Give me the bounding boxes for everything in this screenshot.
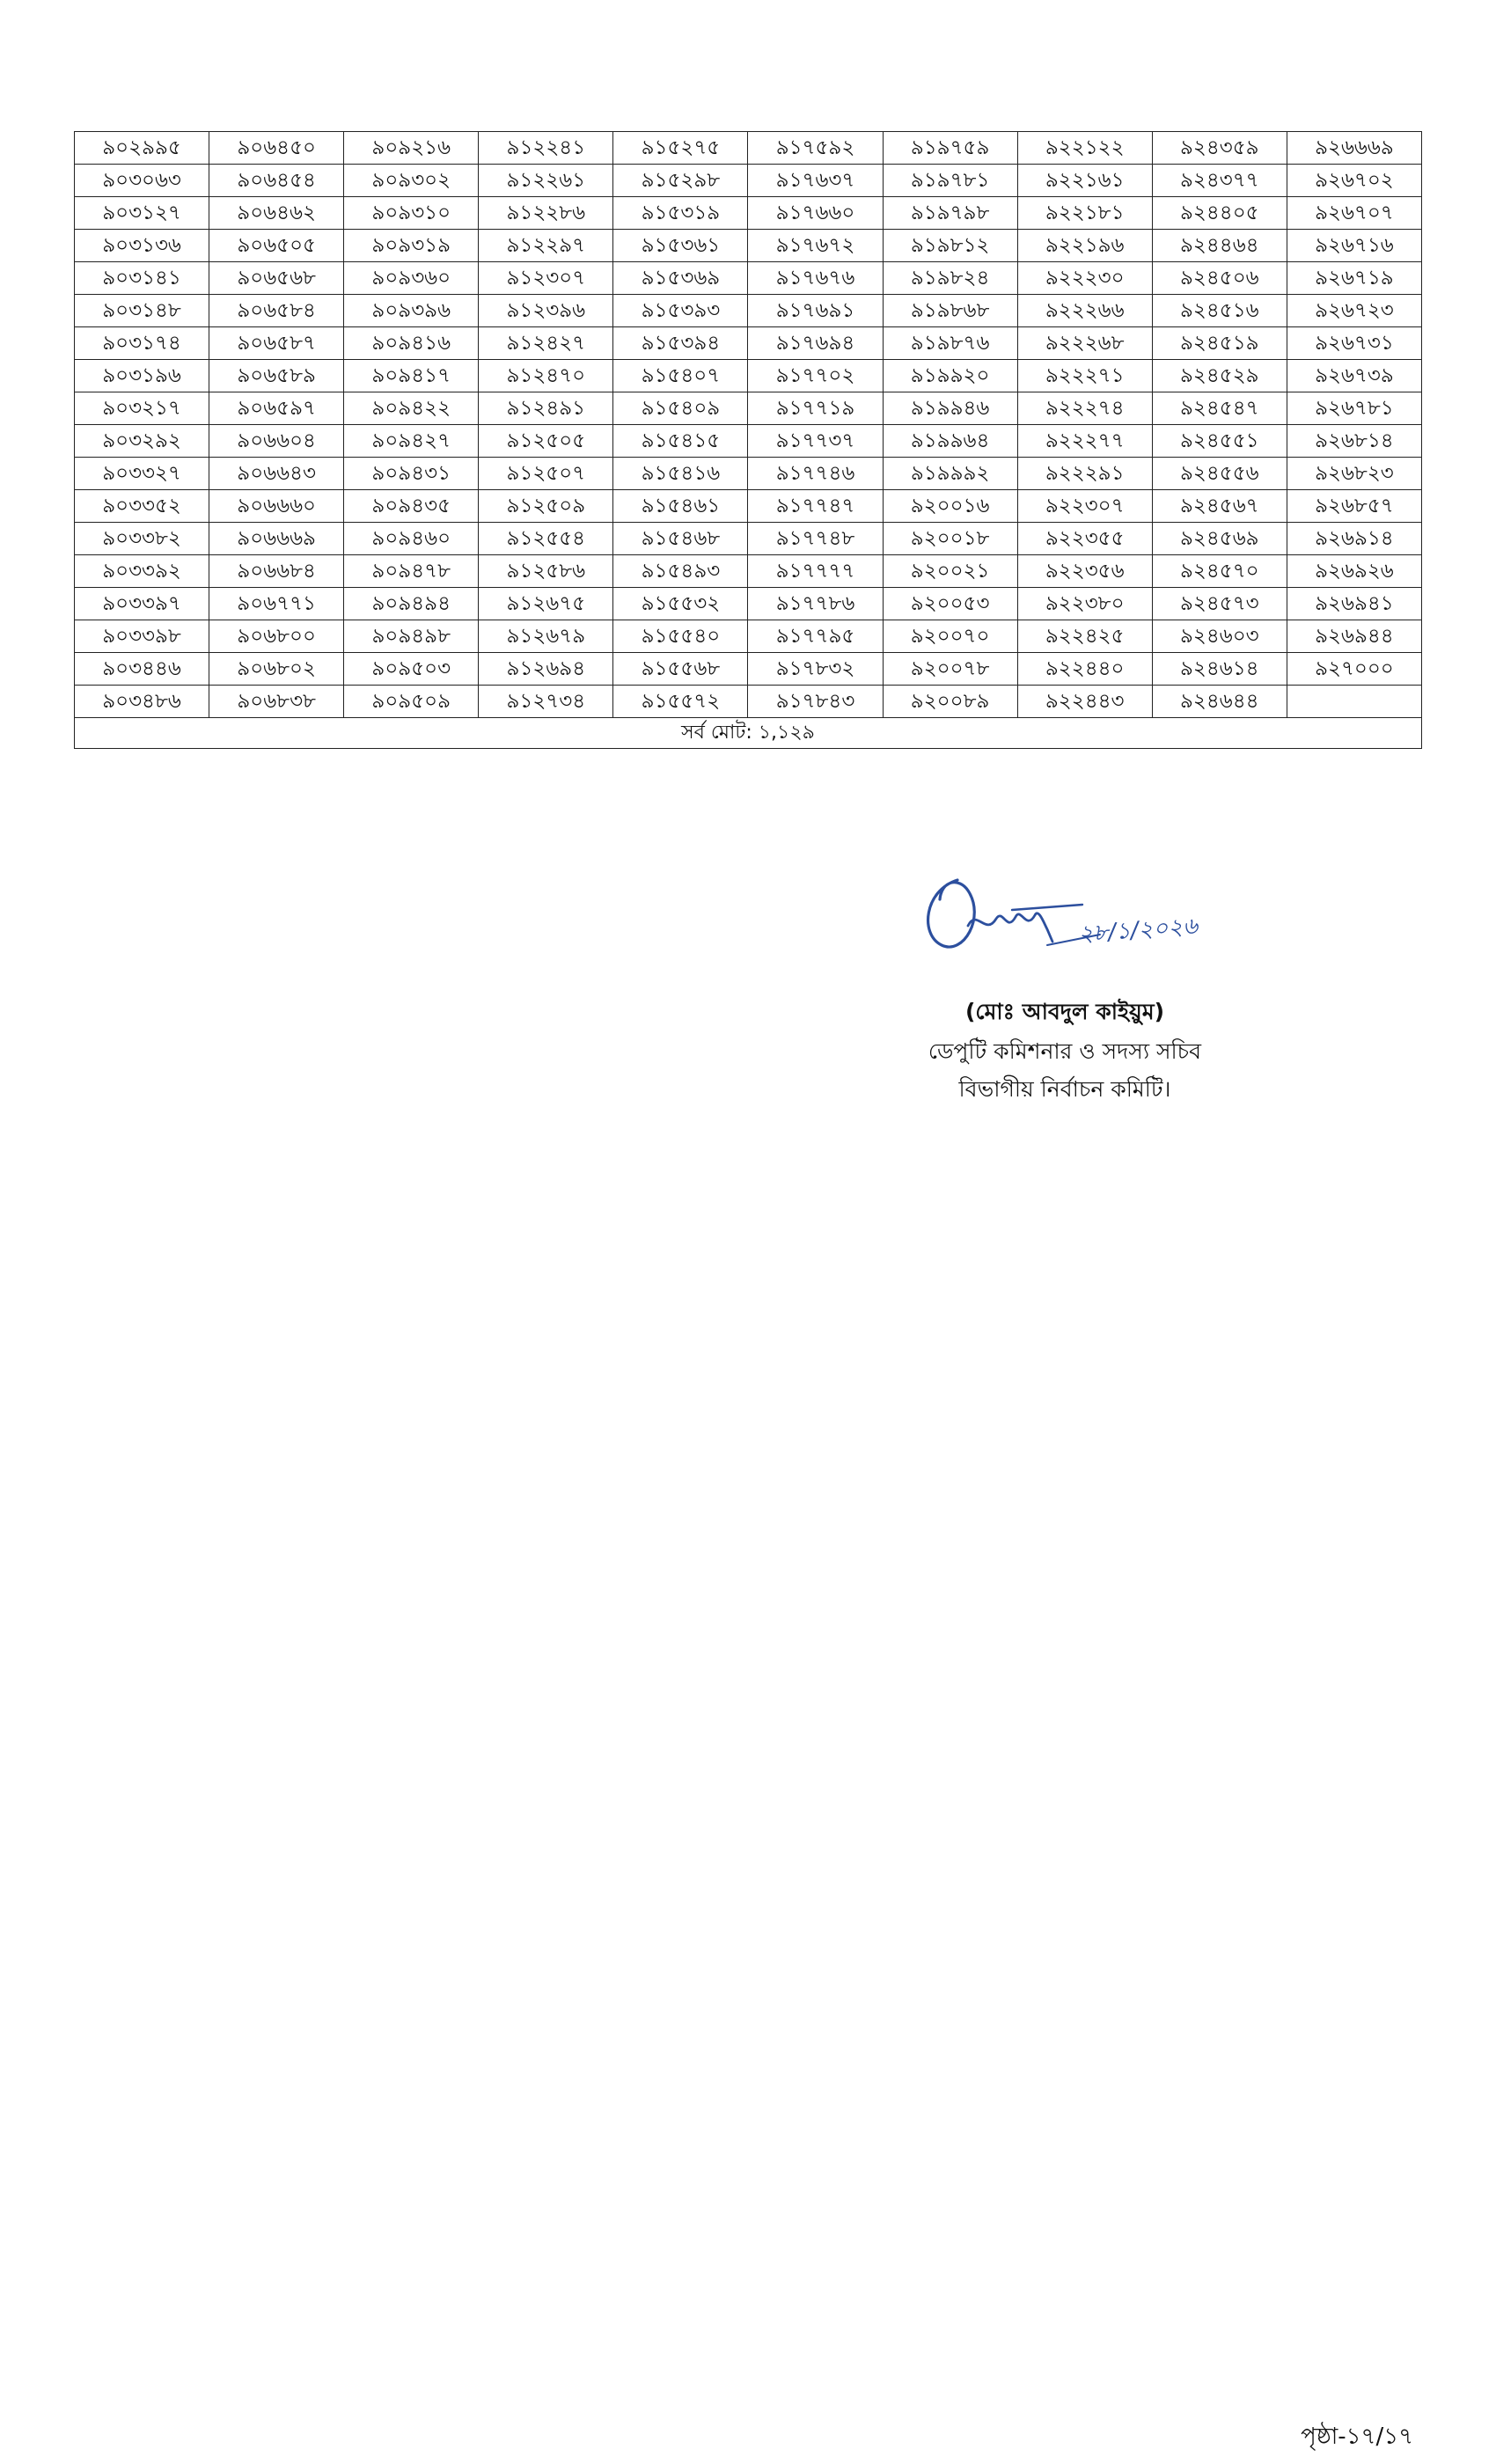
roll-number-cell: ৯২৬৮১৪ xyxy=(1287,425,1421,458)
roll-number-cell: ৯১২৫০৫ xyxy=(479,425,613,458)
roll-number-cell: ৯১৯৭৮১ xyxy=(883,165,1017,197)
roll-number-cell: ৯০৬৫৮৪ xyxy=(209,295,344,327)
roll-number-cell: ৯১২৪৯১ xyxy=(479,392,613,425)
roll-number-cell: ৯২৬৭৩৯ xyxy=(1287,360,1421,392)
roll-number-cell: ৯১৫৩৬৯ xyxy=(613,262,748,295)
total-row xyxy=(75,718,1422,749)
roll-number-cell: ৯০৯৪১৭ xyxy=(344,360,479,392)
roll-number-cell: ৯১৫৪৯৩ xyxy=(613,555,748,588)
roll-number-cell: ৯০৩৪৮৬ xyxy=(75,686,209,718)
roll-number-cell: ৯২২১৬১ xyxy=(1017,165,1152,197)
roll-number-cell: ৯০৯৩১৯ xyxy=(344,230,479,262)
roll-number-cell: ৯২৬৭৩১ xyxy=(1287,327,1421,360)
roll-number-cell: ৯২০০২১ xyxy=(883,555,1017,588)
roll-number-cell: ৯১৭৭৮৬ xyxy=(748,588,883,620)
roll-number-cell: ৯০৯৪৬০ xyxy=(344,523,479,555)
roll-number-cell: ৯২২৩৫৫ xyxy=(1017,523,1152,555)
roll-number-cell: ৯২৪৬০৩ xyxy=(1152,620,1287,653)
roll-number-cell: ৯২২২৭৪ xyxy=(1017,392,1152,425)
roll-number-cell: ৯০৬৫৬৮ xyxy=(209,262,344,295)
roll-number-cell: ৯১৫৪৬১ xyxy=(613,490,748,523)
roll-number-cell: ৯২৪৫২৯ xyxy=(1152,360,1287,392)
roll-number-cell: ৯২৪৫০৬ xyxy=(1152,262,1287,295)
roll-number-cell: ৯০৯৫০৩ xyxy=(344,653,479,686)
roll-number-cell: ৯১২৬৭৯ xyxy=(479,620,613,653)
roll-number-cell: ৯২২২৬৬ xyxy=(1017,295,1152,327)
roll-number-cell: ৯১৫৩১৯ xyxy=(613,197,748,230)
roll-number-cell: ৯২০০৫৩ xyxy=(883,588,1017,620)
roll-number-cell: ৯২২১৯৬ xyxy=(1017,230,1152,262)
roll-number-cell: ৯০৬৫৯৭ xyxy=(209,392,344,425)
roll-number-cell: ৯১৯৭৯৮ xyxy=(883,197,1017,230)
table-row xyxy=(75,425,1422,458)
roll-number-cell: ৯১২২৪১ xyxy=(479,132,613,165)
table-row xyxy=(75,523,1422,555)
roll-number-cell: ৯১৫৪৬৮ xyxy=(613,523,748,555)
roll-number-cell: ৯১৫৩৬১ xyxy=(613,230,748,262)
roll-number-cell: ৯২৬৬৬৯ xyxy=(1287,132,1421,165)
roll-number-cell: ৯২৪৫৭০ xyxy=(1152,555,1287,588)
roll-number-cell: ৯২৬৯১৪ xyxy=(1287,523,1421,555)
roll-number-cell: ৯০৯৪৭৮ xyxy=(344,555,479,588)
roll-number-cell: ৯০৩৩৯৮ xyxy=(75,620,209,653)
roll-number-cell: ৯১৫৪১৫ xyxy=(613,425,748,458)
roll-number-cell: ৯১৫৩৯৩ xyxy=(613,295,748,327)
roll-number-cell: ৯১২২৬১ xyxy=(479,165,613,197)
roll-number-cell: ৯১২৩০৭ xyxy=(479,262,613,295)
roll-number-cell: ৯০৯৩৯৬ xyxy=(344,295,479,327)
roll-number-table xyxy=(74,131,1422,749)
roll-number-cell: ৯১৭৮৪৩ xyxy=(748,686,883,718)
roll-number-cell: ৯২২৪২৫ xyxy=(1017,620,1152,653)
roll-number-cell: ৯১২৪২৭ xyxy=(479,327,613,360)
roll-number-cell: ৯০৯২১৬ xyxy=(344,132,479,165)
grand-total: সর্ব মোট: ১,১২৯ xyxy=(75,718,1422,749)
signer-name: (মোঃ আবদুল কাইয়ুম) xyxy=(964,999,1165,1024)
roll-number-cell: ৯২২১২২ xyxy=(1017,132,1152,165)
roll-number-cell: ৯০৯৪৩১ xyxy=(344,458,479,490)
roll-number-cell: ৯২৪৩৭৭ xyxy=(1152,165,1287,197)
roll-number-cell: ৯১৫৫৭২ xyxy=(613,686,748,718)
roll-number-cell: ৯১৯৮২৪ xyxy=(883,262,1017,295)
page-number: পৃষ্ঠা-১৭/১৭ xyxy=(1301,2424,1413,2450)
roll-number-cell: ৯০৬৮০২ xyxy=(209,653,344,686)
roll-number-cell: ৯০৯৪২২ xyxy=(344,392,479,425)
table-row xyxy=(75,392,1422,425)
table-row xyxy=(75,197,1422,230)
roll-number-cell: ৯২৪৫৬৭ xyxy=(1152,490,1287,523)
roll-number-cell: ৯১৭৭৪৭ xyxy=(748,490,883,523)
roll-number-cell: ৯১৫২৯৮ xyxy=(613,165,748,197)
roll-number-cell: ৯১২২৮৬ xyxy=(479,197,613,230)
roll-number-cell: ৯১৯৭৫৯ xyxy=(883,132,1017,165)
roll-number-cell: ৯২২৩৫৬ xyxy=(1017,555,1152,588)
roll-number-cell: ৯২৪৩৫৯ xyxy=(1152,132,1287,165)
roll-number-cell: ৯১৭৫৯২ xyxy=(748,132,883,165)
roll-number-cell: ৯০৬৪৫৪ xyxy=(209,165,344,197)
roll-number-cell: ৯১৫৫৪০ xyxy=(613,620,748,653)
roll-number-cell: ৯০৩১২৭ xyxy=(75,197,209,230)
table-row xyxy=(75,295,1422,327)
roll-number-cell: ৯১৭৭৪৬ xyxy=(748,458,883,490)
roll-number-cell: ৯২৪৫১৯ xyxy=(1152,327,1287,360)
roll-number-cell: ৯২৬৭১৬ xyxy=(1287,230,1421,262)
table-row xyxy=(75,165,1422,197)
roll-number-cell: ৯২৬৮২৩ xyxy=(1287,458,1421,490)
roll-number-cell: ৯১৯৯৯২ xyxy=(883,458,1017,490)
roll-number-cell: ৯১২৫০৯ xyxy=(479,490,613,523)
roll-number-cell: ৯২২৪৪০ xyxy=(1017,653,1152,686)
roll-number-cell: ৯১৫২৭৫ xyxy=(613,132,748,165)
roll-number-cell: ৯০৩২৯২ xyxy=(75,425,209,458)
roll-number-cell: ৯১৯৯২০ xyxy=(883,360,1017,392)
table-row xyxy=(75,588,1422,620)
table-row xyxy=(75,262,1422,295)
signer-committee: বিভাগীয় নির্বাচন কমিটি। xyxy=(958,1076,1171,1102)
table-row xyxy=(75,230,1422,262)
roll-number-cell: ৯১২৫৮৬ xyxy=(479,555,613,588)
roll-number-cell: ৯১২২৯৭ xyxy=(479,230,613,262)
roll-number-cell: ৯০৩১৯৬ xyxy=(75,360,209,392)
roll-number-cell: ৯১৯৮৭৬ xyxy=(883,327,1017,360)
table-row xyxy=(75,132,1422,165)
roll-number-cell: ৯২৬৭০৭ xyxy=(1287,197,1421,230)
roll-number-cell: ৯০৩২১৭ xyxy=(75,392,209,425)
roll-number-cell: ৯১৫৫৩২ xyxy=(613,588,748,620)
roll-number-cell: ৯১৫৫৬৮ xyxy=(613,653,748,686)
roll-number-cell: ৯০৬৫৮৯ xyxy=(209,360,344,392)
roll-number-cell: ৯১৭৬৭২ xyxy=(748,230,883,262)
roll-number-cell: ৯২২৪৪৩ xyxy=(1017,686,1152,718)
roll-number-cell: ৯২০০৮৯ xyxy=(883,686,1017,718)
roll-number-cell: ৯০৩১৪৮ xyxy=(75,295,209,327)
roll-number-cell: ৯২৬৯৪১ xyxy=(1287,588,1421,620)
roll-number-cell: ৯১৫৪০৭ xyxy=(613,360,748,392)
roll-number-cell: ৯০৬৮০০ xyxy=(209,620,344,653)
roll-number-cell: ৯১২৩৯৬ xyxy=(479,295,613,327)
roll-number-cell: ৯১২৫০৭ xyxy=(479,458,613,490)
roll-number-cell: ৯০৯৩১০ xyxy=(344,197,479,230)
roll-number-cell: ৯১৯৮১২ xyxy=(883,230,1017,262)
roll-number-cell: ৯০৯৪৩৫ xyxy=(344,490,479,523)
roll-number-cell: ৯২৪৬৪৪ xyxy=(1152,686,1287,718)
roll-number-cell: ৯০৯৪৯৪ xyxy=(344,588,479,620)
roll-number-cell: ৯২২২৭১ xyxy=(1017,360,1152,392)
roll-number-cell: ৯২০০৭০ xyxy=(883,620,1017,653)
roll-number-cell: ৯০৬৬৬০ xyxy=(209,490,344,523)
table-row xyxy=(75,620,1422,653)
roll-number-cell: ৯০৯৩০২ xyxy=(344,165,479,197)
roll-number-cell: ৯১৯৯৬৪ xyxy=(883,425,1017,458)
roll-number-cell: ৯০৬৪৬২ xyxy=(209,197,344,230)
roll-number-cell: ৯১৭৭৭৭ xyxy=(748,555,883,588)
roll-number-cell: ৯২৬৮৫৭ xyxy=(1287,490,1421,523)
signature-date: ২৮/১/২০২৬ xyxy=(1077,913,1199,948)
roll-number-cell: ৯১২৫৫৪ xyxy=(479,523,613,555)
roll-number-cell: ৯০৩৩৮২ xyxy=(75,523,209,555)
roll-number-cell: ৯২০০৭৮ xyxy=(883,653,1017,686)
table-row xyxy=(75,490,1422,523)
roll-number-cell: ৯১৭৭৪৮ xyxy=(748,523,883,555)
roll-number-cell: ৯১২৬৭৫ xyxy=(479,588,613,620)
roll-number-cell: ৯২৪৫৫১ xyxy=(1152,425,1287,458)
table-row xyxy=(75,458,1422,490)
roll-number-cell: ৯০৬৬৪৩ xyxy=(209,458,344,490)
table-row xyxy=(75,686,1422,718)
roll-number-cell: ৯১৭৬৯১ xyxy=(748,295,883,327)
roll-number-cell: ৯১৭৬৭৬ xyxy=(748,262,883,295)
roll-number-cell: ৯০৯৪৯৮ xyxy=(344,620,479,653)
roll-number-cell: ৯২২১৮১ xyxy=(1017,197,1152,230)
roll-number-cell: ৯১৫৩৯৪ xyxy=(613,327,748,360)
roll-number-cell: ৯২৪৫৭৩ xyxy=(1152,588,1287,620)
roll-number-cell: ৯১৭৭০২ xyxy=(748,360,883,392)
roll-number-cell: ৯১২৭৩৪ xyxy=(479,686,613,718)
roll-number-cell: ৯২২২৬৮ xyxy=(1017,327,1152,360)
roll-number-cell: ৯০৬৬৮৪ xyxy=(209,555,344,588)
roll-number-cell xyxy=(1287,686,1421,718)
roll-number-cell: ৯০৬৭৭১ xyxy=(209,588,344,620)
roll-number-cell: ৯০৬৫০৫ xyxy=(209,230,344,262)
roll-number-cell: ৯২৪৫৪৭ xyxy=(1152,392,1287,425)
roll-number-cell: ৯২৪৪০৫ xyxy=(1152,197,1287,230)
table-row xyxy=(75,327,1422,360)
roll-number-cell: ৯০৬৫৮৭ xyxy=(209,327,344,360)
roll-number-cell: ৯০৯৩৬০ xyxy=(344,262,479,295)
roll-number-cell: ৯০৯৪২৭ xyxy=(344,425,479,458)
roll-number-cell: ৯২০০১৬ xyxy=(883,490,1017,523)
roll-number-cell: ৯২৬৭০২ xyxy=(1287,165,1421,197)
roll-number-cell: ৯০৩১৭৪ xyxy=(75,327,209,360)
signer-designation: ডেপুটি কমিশনার ও সদস্য সচিব xyxy=(928,1038,1202,1064)
roll-number-cell: ৯১৭৬৩৭ xyxy=(748,165,883,197)
roll-number-cell: ৯১৭৭১৯ xyxy=(748,392,883,425)
roll-number-cell: ৯২৬৯৪৪ xyxy=(1287,620,1421,653)
roll-number-cell: ৯১৫৪০৯ xyxy=(613,392,748,425)
roll-number-cell: ৯১৭৮৩২ xyxy=(748,653,883,686)
roll-number-cell: ৯০২৯৯৫ xyxy=(75,132,209,165)
table-row xyxy=(75,653,1422,686)
signature-image xyxy=(915,864,1232,970)
roll-number-cell: ৯০৬৬০৪ xyxy=(209,425,344,458)
roll-number-cell: ৯২২২৭৭ xyxy=(1017,425,1152,458)
roll-number-cell: ৯১৭৭৩৭ xyxy=(748,425,883,458)
roll-number-cell: ৯২৪৬১৪ xyxy=(1152,653,1287,686)
table-row xyxy=(75,360,1422,392)
roll-number-cell: ৯২৪৪৬৪ xyxy=(1152,230,1287,262)
roll-number-cell: ৯২০০১৮ xyxy=(883,523,1017,555)
roll-number-cell: ৯২৬৭২৩ xyxy=(1287,295,1421,327)
roll-number-cell: ৯১৯৯৪৬ xyxy=(883,392,1017,425)
roll-number-cell: ৯০৬৪৫০ xyxy=(209,132,344,165)
roll-number-cell: ৯২৬৭৮১ xyxy=(1287,392,1421,425)
roll-number-cell: ৯১৭৬৯৪ xyxy=(748,327,883,360)
roll-number-cell: ৯২২২৩০ xyxy=(1017,262,1152,295)
roll-number-cell: ৯২২৩০৭ xyxy=(1017,490,1152,523)
table-row xyxy=(75,555,1422,588)
roll-number-cell: ৯০৩৩২৭ xyxy=(75,458,209,490)
roll-number-cell: ৯২৪৫৬৯ xyxy=(1152,523,1287,555)
roll-number-cell: ৯২৬৭১৯ xyxy=(1287,262,1421,295)
roll-number-cell: ৯১৯৮৬৮ xyxy=(883,295,1017,327)
roll-number-cell: ৯২৬৯২৬ xyxy=(1287,555,1421,588)
roll-number-cell: ৯০৬৬৬৯ xyxy=(209,523,344,555)
roll-number-cell: ৯১৭৬৬০ xyxy=(748,197,883,230)
roll-number-cell: ৯২৭০০০ xyxy=(1287,653,1421,686)
roll-number-cell: ৯০৩০৬৩ xyxy=(75,165,209,197)
roll-number-cell: ৯০৩১৩৬ xyxy=(75,230,209,262)
roll-number-cell: ৯১৭৭৯৫ xyxy=(748,620,883,653)
roll-number-cell: ৯০৩১৪১ xyxy=(75,262,209,295)
roll-number-cell: ৯০৯৪১৬ xyxy=(344,327,479,360)
roll-number-cell: ৯০৬৮৩৮ xyxy=(209,686,344,718)
roll-number-cell: ৯২৪৫৫৬ xyxy=(1152,458,1287,490)
roll-number-cell: ৯১৫৪১৬ xyxy=(613,458,748,490)
roll-number-cell: ৯০৩৩৯৭ xyxy=(75,588,209,620)
roll-number-cell: ৯০৩৪৪৬ xyxy=(75,653,209,686)
roll-number-cell: ৯০৩৩৯২ xyxy=(75,555,209,588)
roll-number-cell: ৯২২২৯১ xyxy=(1017,458,1152,490)
roll-number-cell: ৯২৪৫১৬ xyxy=(1152,295,1287,327)
roll-number-cell: ৯০৩৩৫২ xyxy=(75,490,209,523)
roll-number-cell: ৯২২৩৮০ xyxy=(1017,588,1152,620)
roll-number-cell: ৯০৯৫০৯ xyxy=(344,686,479,718)
roll-number-cell: ৯১২৪৭০ xyxy=(479,360,613,392)
roll-number-cell: ৯১২৬৯৪ xyxy=(479,653,613,686)
